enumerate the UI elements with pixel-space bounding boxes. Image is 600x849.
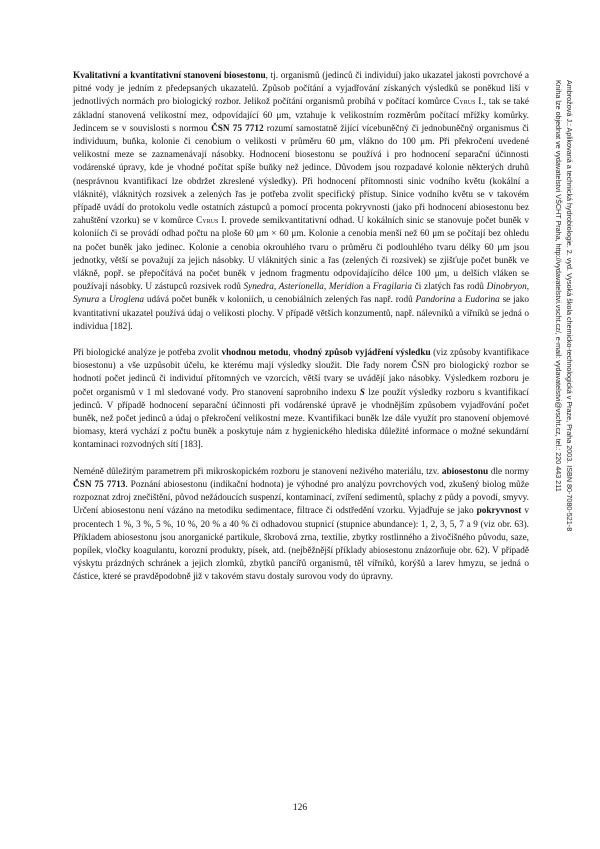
text-run: a [455,295,465,306]
text-run: I. provede semikvantitativní odhad. U kokálních sinic se stanovuje počet buněk v koloniích či se provádí odhad počtu na ploše 60 μm × 60 μm. Kolonie a cenobia menší než 60 μm se počítají bez ohledu na počet buněk jako jedinec. Kolonie a cenobia okrouhlého tvaru o průměru či podlouhlého tvaru délky 60 μm jsou jednotky, větší se považují za jejich násobky. U vláknitých sinic a řas (zelených či rozsivek) se zjišťuje počet buněk ve vlákně, popř. se přepočítává na počet buněk v jednom fragmentu odpovídajícího délce 100 μm, u delších vláken se používají násobky. U zástupců rozsivek rodů [73,216,529,293]
text-run: Eudorina [464,295,500,306]
text-run: Fragilaria [372,282,412,293]
text-run: ČSN 75 7712 [211,123,264,134]
text-run: Synedra, Asterionella, Meridion [243,282,364,293]
text-run: a [363,282,373,293]
text-run: Neméně důležitým parametrem při mikroskopickém rozboru je stanovení neživého materiálu, tzv. [73,466,442,477]
text-run: I., tak se také základní stanovená velikostní mez, odpovídající 60 μm, vztahuje k velikostním rozměrům počítací mřížky komůrky. Jedincem se v souvislosti s normou [73,97,530,134]
text-run: pokryvnost [476,506,522,517]
paragraph-metoda [73,347,529,453]
side-citation-note [548,80,574,780]
text-run: rozumí samostatně žijící vícebuněčný či jednobuněčný organismus či individuum, buňka, kolonie či cenobium o velikosti v průměru 60 μm, vlákno do 100 μm. Při překročení uvedené velikostní meze se zaznamenávají násobky. Hodnocení biosestonu se používá i pro hodnocení separační účinnosti vodárenské úpravy, kde je vhodné počítat spíše buňky než jedince. Důvodem jsou rozpadavé kolonie některých druhů (nesprávnou kvantifikací lze obdržet zkreslené výsledky). Při hodnocení přítomnosti sinic vodního květu (kokální a vláknité), vláknitých rozsivek a zelených řas je potřeba zvolit specifický přístup. Sinice vodního květu se v takovém případě uvádí do protokolu vedle ostatních zástupců a pomocí procenta pokryvnosti (jako při hodnocení abiosestonu bez zahuštění vzorku) se v komůrce [73,123,529,227]
text-run: , [288,348,294,359]
text-run: se jako kvantitativní ukazatel používá údaj o velikosti plochy. V případě větších konzumentů, např. nálevníků a vířníků se jedná o individua [182]. [73,295,530,332]
text-run: Cyrus [453,97,476,108]
text-run: vhodný způsob vyjádření výsledku [293,348,431,359]
text-run: ČSN 75 7713 [73,479,126,490]
text-run: . Poznání abiosestonu (indikační hodnota) je výhodné pro analýzu povrchových vod, zkušený biolog může rozpoznat zdroj znečištění, původ nežádoucích suspenzí, kontaminací, zvíření sedimentů, splachy z půdy a povodí, smyvy. Určení abiosestonu není vázáno na metodiku sedimentace, filtrace či odstředění vzorku. Vyjadřuje se jako [73,479,529,517]
paragraph-abiosestonu [73,466,529,585]
text-run: Dinobryon, Synura [73,282,530,306]
text-run: a [99,295,109,306]
text-run: Uroglena [108,295,145,306]
text-run: vhodnou metodu [221,348,289,359]
text-run: S [359,387,365,398]
document-body [73,70,529,598]
text-run: , tj. organismů (jedinců či individuí) jako ukazatel jakosti povrchové a pitné vody je jedním z předepsaných ukazatelů. Způsob počítání a vyjadřování získaných výsledků se poněkud liší v jednotlivých normách pro biologický rozbor. Jelikož počítání organismů probíhá v počítací komůrce [73,71,530,108]
text-run: Pandorina [415,295,456,306]
text-run: Kvalitativní a kvantitativní stanovení biosestonu [73,71,266,81]
text-run: dle normy [488,466,530,477]
text-run: lze použít výsledky rozboru s kvantifikací jedinců. V případě hodnocení separační účinnosti při vodárenské úpravě je vhodnějším způsobem vyjadřování počet buněk, než počet jedinců a údaj o překročení velikostní meze. Kvantifikaci buněk lze dále využít pro stanovení objemové biomasy, která vychází z počtu buněk a poskytuje nám z hygienického hlediska důležité informace o možné sekundární kontaminaci rozvodných sítí [183]. [73,387,529,451]
text-run: Při biologické analýze je potřeba zvolit [73,348,222,359]
text-run: či zlatých řas rodů [411,282,487,293]
side-citation-line: Ambrožová J.: Aplikovaná a technická hydrobiologie. 2. vyd. Vysoká škola chemicko-technologická v Praze, Praha 2003. ISBN 80-7080-521-8 [565,80,574,532]
side-order-line: Kniha lze objednat ve vydavatelství VŠCHT Praha, http://vydavatelstvi.vscht.cz/, e-mail: vydavatelstvi@vscht.cz, tel.: 220 443 211 [554,80,564,492]
paragraph-biosestonu [73,70,529,334]
text-run: abiosestonu [441,466,489,477]
text-run: v procentech 1 %, 3 %, 5 %, 10 %, 20 % a 40 % či odhadovou stupnicí (stupnice abundance): 1, 2, 3, 5, 7 a 9 (viz obr. 63). Příkladem abiosestonu jsou anorganické partikule, škrobová zrna, textilie, zbytky rostlinného a živočišného původu, saze, popílek, vločky koagulantu, korozní produkty, písek, atd. (nejběžnější příklady abiosestonu znázorňuje obr. 62). V případě výskytu prázdných schránek a jejich zlomků, zbytků pancířů organismů, těl vířníků, korýšů a larev hmyzu, se jedná o částice, které se pravděpodobně již v takovém stavu dostaly surovou vody do úpravny. [73,506,529,583]
text-run: udává počet buněk v koloniích, u cenobiálních zelených řas např. rodů [144,295,416,306]
page-number: 126 [292,803,308,813]
text-run: (viz způsoby kvantifikace biosestonu) a vše uzpůsobit účelu, ke kterému mají výsledky sloužit. Dle řady norem ČSN pro biologický rozbor se hodnotí počet jedinců či individuí přítomných ve vzorcích, větší tvary se uvádějí jako násobky. Výsledkem rozboru je počet organismů v 1 ml sledované vody. Pro stanovení saprobního indexu [73,348,530,398]
text-run: Cyrus [196,216,219,227]
